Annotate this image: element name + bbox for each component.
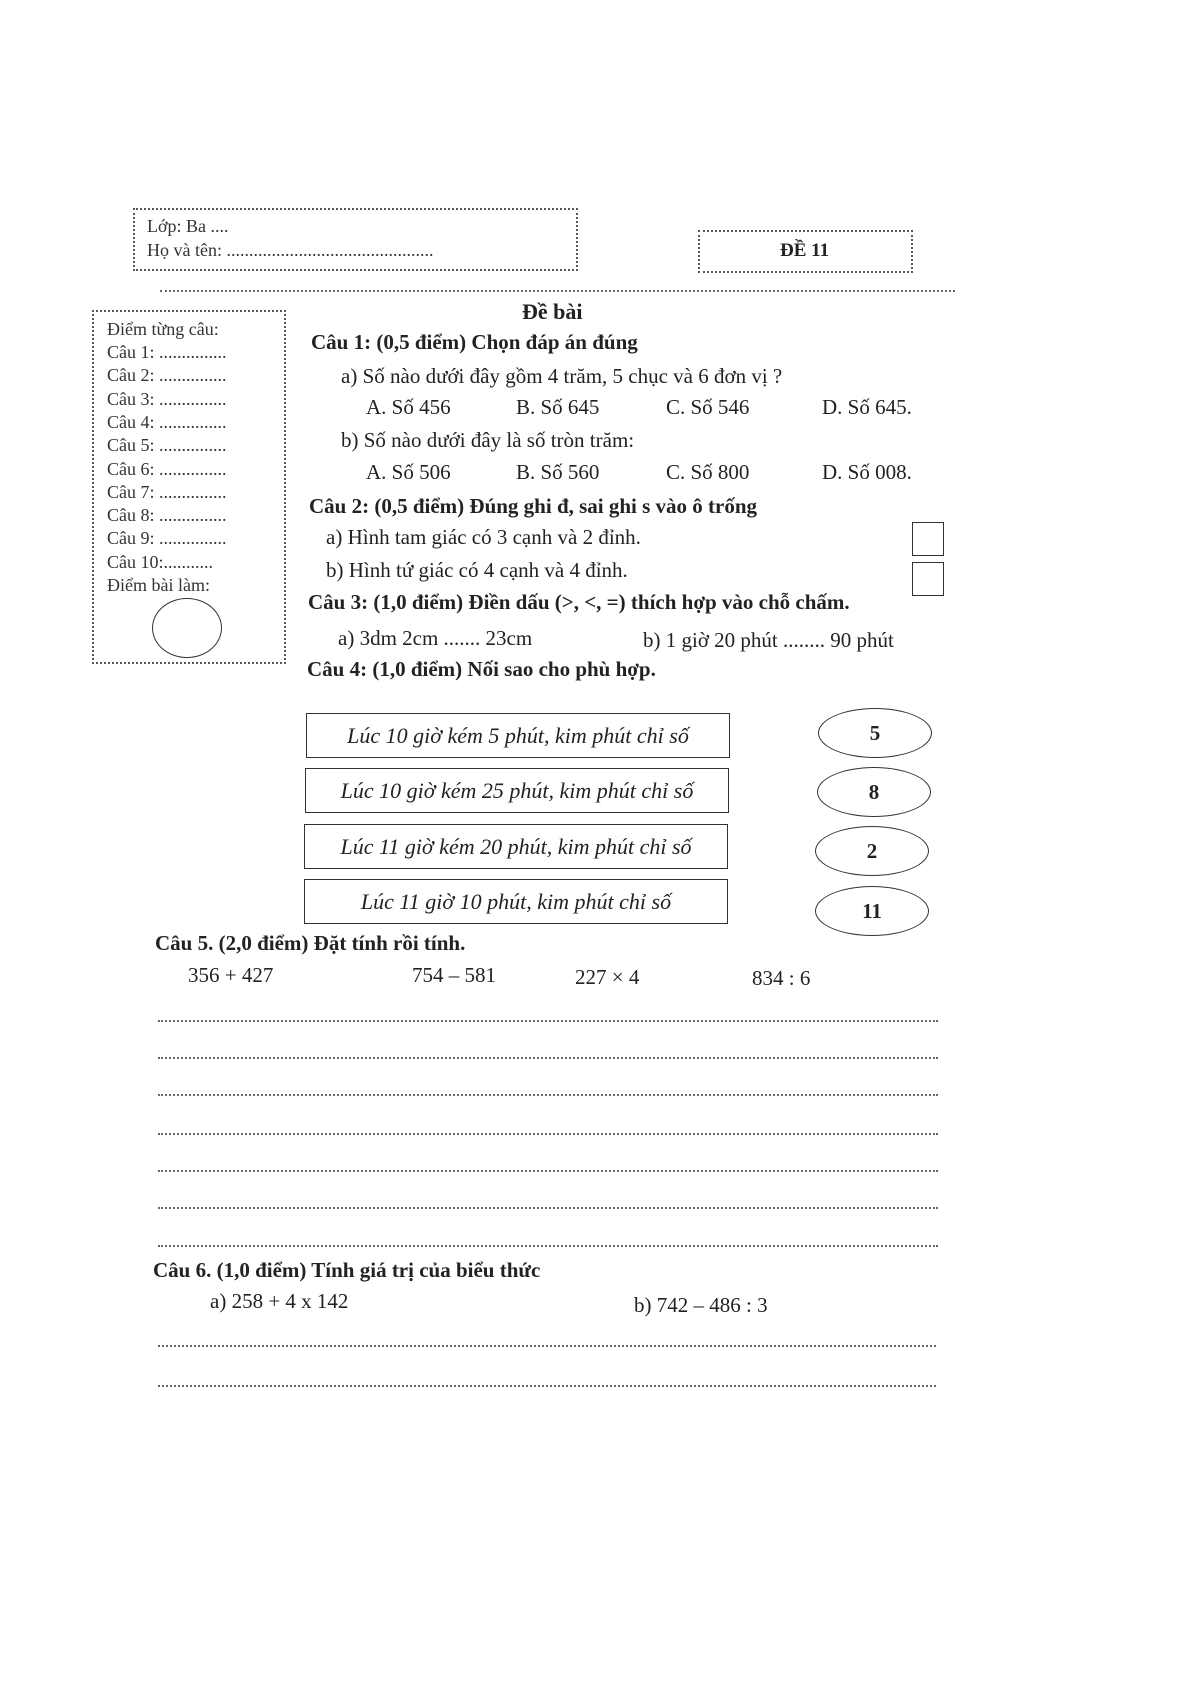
- q5-item: 227 × 4: [575, 965, 640, 989]
- q4-heading: Câu 4: (1,0 điểm) Nối sao cho phù hợp.: [307, 657, 656, 681]
- answer-line[interactable]: [158, 1385, 936, 1387]
- q3b: b) 1 giờ 20 phút ........ 90 phút: [643, 628, 894, 652]
- score-item: Câu 7: ...............: [107, 481, 227, 502]
- score-circle: [152, 598, 222, 658]
- q5-heading: Câu 5. (2,0 điểm) Đặt tính rồi tính.: [155, 931, 466, 955]
- q1a-option: A. Số 456: [366, 395, 451, 419]
- score-item: Câu 5: ...............: [107, 435, 227, 456]
- answer-line[interactable]: [158, 1057, 938, 1059]
- score-item: Câu 3: ...............: [107, 388, 227, 409]
- q1a-option: C. Số 546: [666, 395, 750, 419]
- answer-line[interactable]: [158, 1345, 936, 1347]
- q1b-option: A. Số 506: [366, 460, 451, 484]
- exam-code: ĐỀ 11: [780, 240, 830, 261]
- q1b-option: C. Số 800: [666, 460, 750, 484]
- score-item: Câu 6: ...............: [107, 458, 227, 479]
- q1a-option: B. Số 645: [516, 395, 600, 419]
- answer-line[interactable]: [158, 1207, 938, 1209]
- answer-line[interactable]: [158, 1245, 938, 1247]
- score-item: Câu 8: ...............: [107, 505, 227, 526]
- score-item: Câu 9: ...............: [107, 528, 227, 549]
- match-left-item: Lúc 11 giờ 10 phút, kim phút chỉ số: [304, 879, 728, 924]
- match-left-item: Lúc 10 giờ kém 5 phút, kim phút chỉ số: [306, 713, 730, 758]
- answer-line[interactable]: [158, 1170, 938, 1172]
- match-right-item: 5: [818, 708, 932, 758]
- match-right-item: 2: [815, 826, 929, 876]
- q5-item: 356 + 427: [188, 963, 274, 987]
- q3-heading: Câu 3: (1,0 điểm) Điền dấu (>, <, =) thích hợp vào chỗ chấm.: [308, 590, 850, 614]
- q3a: a) 3dm 2cm ....... 23cm: [338, 626, 533, 650]
- q2-item: a) Hình tam giác có 3 cạnh và 2 đỉnh.: [326, 525, 641, 549]
- score-item: Câu 2: ...............: [107, 365, 227, 386]
- q1a-prompt: a) Số nào dưới đây gồm 4 trăm, 5 chục và 6 đơn vị ?: [341, 364, 783, 388]
- match-left-item: Lúc 11 giờ kém 20 phút, kim phút chỉ số: [304, 824, 728, 869]
- q6a: a) 258 + 4 x 142: [210, 1289, 349, 1313]
- match-right-item: 11: [815, 886, 929, 936]
- q1b-option: B. Số 560: [516, 460, 600, 484]
- total-score-label: Điểm bài làm:: [107, 575, 210, 595]
- q6-heading: Câu 6. (1,0 điểm) Tính giá trị của biểu thức: [153, 1258, 541, 1282]
- answer-line[interactable]: [158, 1133, 938, 1135]
- score-item: Câu 10:...........: [107, 551, 213, 572]
- q1b-option: D. Số 008.: [822, 460, 912, 484]
- score-panel-title: Điểm từng câu:: [107, 319, 219, 339]
- match-left-item: Lúc 10 giờ kém 25 phút, kim phút chỉ số: [305, 768, 729, 813]
- name-label: Họ và tên: ..............................................: [147, 240, 434, 260]
- score-item: Câu 1: ...............: [107, 342, 227, 362]
- q2-heading: Câu 2: (0,5 điểm) Đúng ghi đ, sai ghi s vào ô trống: [309, 494, 758, 518]
- q5-item: 834 : 6: [752, 966, 811, 990]
- q2b-answer-box[interactable]: [912, 562, 944, 596]
- score-item: Câu 4: ...............: [107, 411, 227, 432]
- match-right-item: 8: [817, 767, 931, 817]
- q5-item: 754 – 581: [412, 963, 496, 987]
- page-title: Đề bài: [522, 299, 583, 324]
- answer-line[interactable]: [158, 1020, 938, 1022]
- q1b-prompt: b) Số nào dưới đây là số tròn trăm:: [341, 428, 635, 452]
- answer-line[interactable]: [158, 1094, 938, 1096]
- q2a-answer-box[interactable]: [912, 522, 944, 556]
- class-label: Lớp: Ba ....: [147, 216, 229, 236]
- q1a-option: D. Số 645.: [822, 395, 912, 419]
- q2-item: b) Hình tứ giác có 4 cạnh và 4 đỉnh.: [326, 558, 628, 582]
- divider: [160, 290, 955, 292]
- q6b: b) 742 – 486 : 3: [634, 1293, 768, 1317]
- q1-heading: Câu 1: (0,5 điểm) Chọn đáp án đúng: [311, 330, 638, 354]
